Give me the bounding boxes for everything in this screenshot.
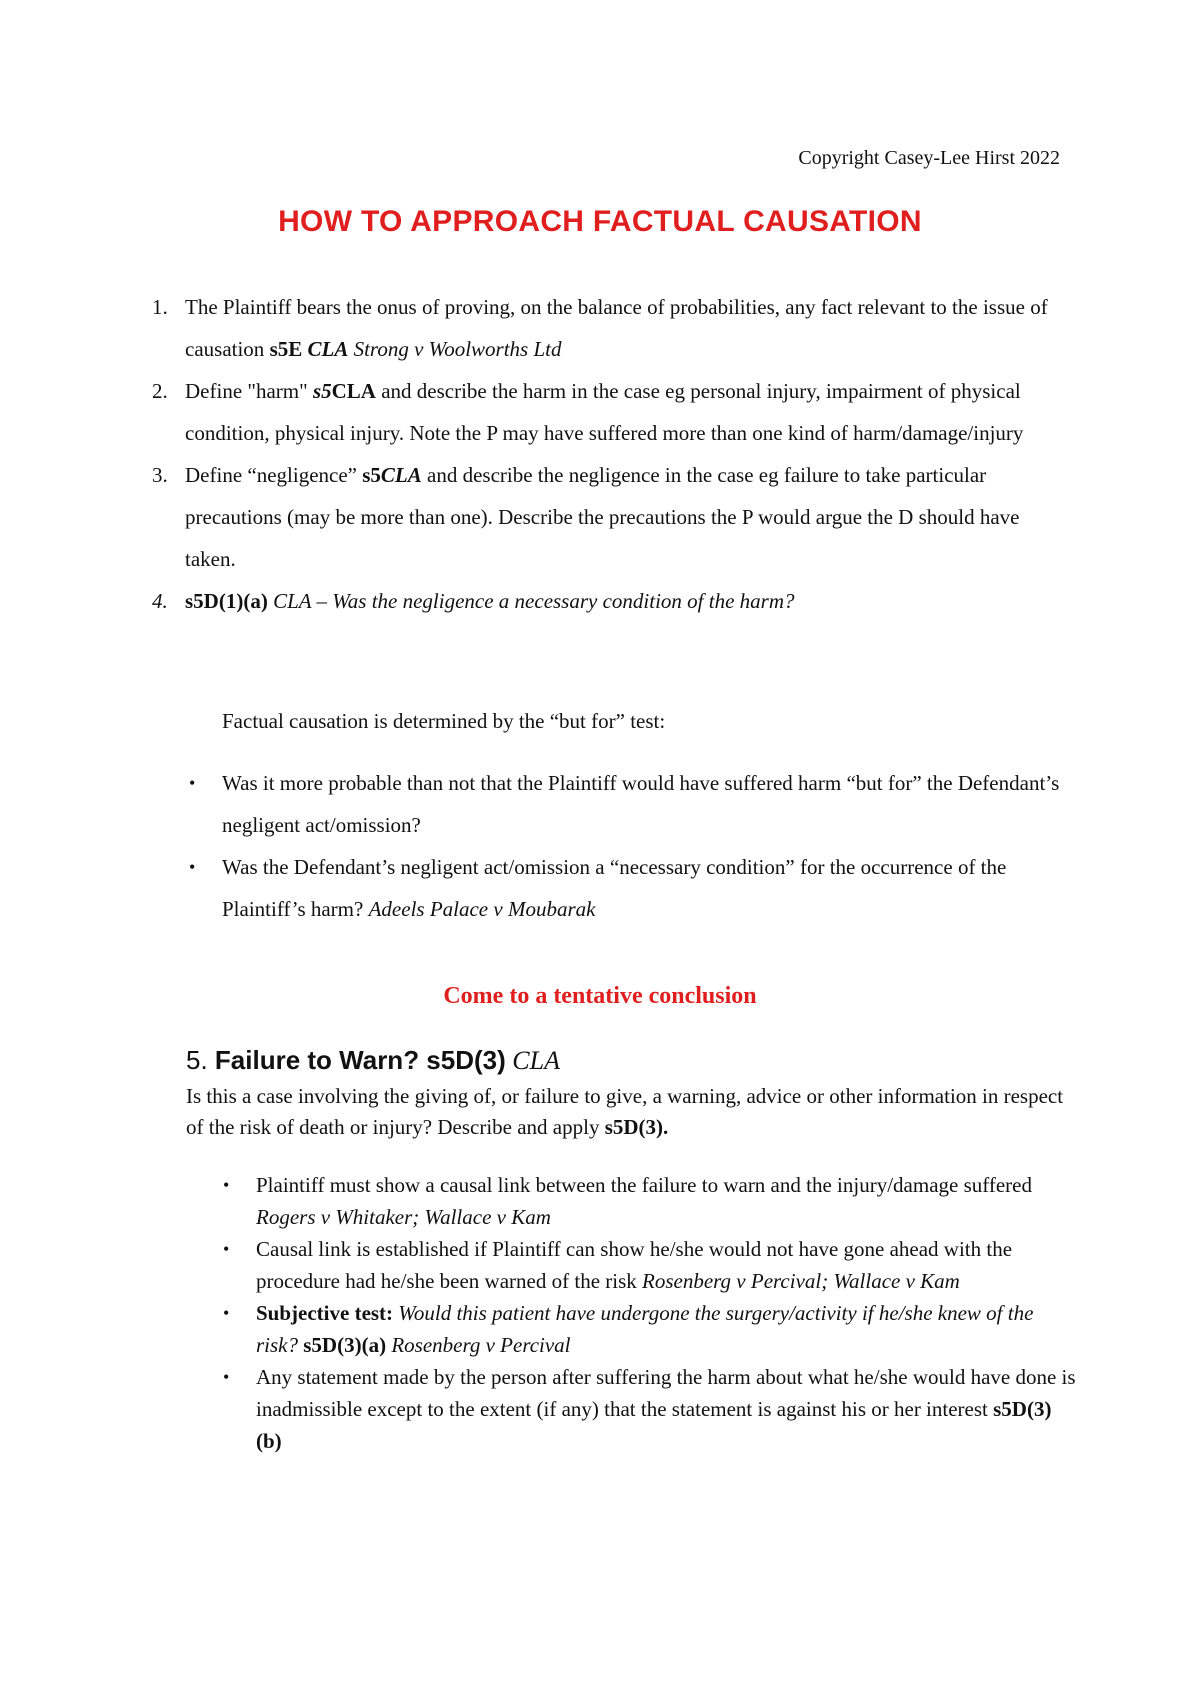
- statute-ref: s5D(3): [604, 1115, 664, 1139]
- list-marker: 2.: [152, 379, 168, 403]
- but-for-bullets: [189, 762, 1062, 930]
- bullet-item: [223, 1169, 1076, 1233]
- statute-ref: s5D(3)(a): [303, 1333, 387, 1357]
- item-text: Define “negligence”: [185, 463, 363, 487]
- bullet-text: Was the Defendant’s negligent act/omission a “necessary condition” for the occurrence of the Plaintiff’s harm?: [222, 855, 1007, 921]
- failure-to-warn-bullets: [223, 1169, 1076, 1457]
- act-ref: CLA: [380, 463, 422, 487]
- list-item-3: [152, 454, 1065, 580]
- case-name: Rosenberg v Percival: [386, 1333, 571, 1357]
- statute-ref: s5: [312, 379, 332, 403]
- but-for-intro: Factual causation is determined by the “but for” test:: [222, 709, 666, 733]
- item-text-continued: and describe the negligence in the case eg failure to take particular precautions (may be more than one). Describe the precautions the P would argue the D should have taken.: [185, 463, 1020, 571]
- section-title: Failure to Warn? s5D(3): [214, 1045, 506, 1075]
- statute-ref: s5D(1)(a): [185, 589, 268, 613]
- bullet-icon: •: [189, 857, 196, 877]
- case-name: Strong v Woolworths Ltd: [348, 337, 562, 361]
- item-text: Define "harm": [185, 379, 313, 403]
- bullet-item: [223, 1361, 1076, 1457]
- intro-end: .: [663, 1115, 669, 1139]
- bullet-item: [189, 762, 1062, 846]
- list-item-1: [152, 286, 1065, 370]
- list-marker: 3.: [152, 463, 168, 487]
- page-title: HOW TO APPROACH FACTUAL CAUSATION: [278, 205, 922, 238]
- bullet-text: Causal link is established if Plaintiff can show he/she would not have gone ahead with the procedure had he/she been warned of the risk: [256, 1237, 1013, 1293]
- bullet-question: Would this patient have undergone the surgery/activity if he/she knew of the risk?: [256, 1301, 1034, 1357]
- bullet-item: [223, 1297, 1076, 1361]
- bullet-icon: •: [223, 1175, 230, 1195]
- act-ref: CLA: [505, 1046, 560, 1075]
- act-ref: CLA: [331, 379, 376, 403]
- act-ref: CLA: [267, 589, 312, 613]
- list-marker: 4.: [152, 589, 168, 613]
- case-name: Adeels Palace v Moubarak: [368, 897, 596, 921]
- tentative-conclusion-heading: Come to a tentative conclusion: [443, 983, 757, 1009]
- case-name: Rosenberg v Percival; Wallace v Kam: [642, 1269, 960, 1293]
- bullet-icon: •: [189, 773, 196, 793]
- case-name: Rogers v Whitaker; Wallace v Kam: [256, 1205, 551, 1229]
- bullet-icon: •: [223, 1239, 230, 1259]
- item-text: The Plaintiff bears the onus of proving, on the balance of probabilities, any fact relevant to the issue of causation: [185, 295, 1048, 361]
- bullet-text: Plaintiff must show a causal link between the failure to warn and the injury/damage suffered: [256, 1173, 1032, 1197]
- bullet-lead: Subjective test:: [256, 1301, 394, 1325]
- section-5-heading: [186, 1043, 560, 1078]
- bullet-icon: •: [223, 1367, 230, 1387]
- statute-ref: s5E: [269, 337, 303, 361]
- bullet-item: [189, 846, 1062, 930]
- question-text: – Was the negligence a necessary condition of the harm?: [311, 589, 795, 613]
- list-marker: 1.: [152, 295, 168, 319]
- statute-ref: s5: [362, 463, 381, 487]
- bullet-item: [223, 1233, 1076, 1297]
- list-item-2: [152, 370, 1065, 454]
- statute-ref: s5D(3)(b): [256, 1397, 1052, 1453]
- item-text-continued: and describe the harm in the case eg personal injury, impairment of physical condition, physical injury. Note the P may have suffered more than one kind of harm/damage/injury: [185, 379, 1024, 445]
- bullet-icon: •: [223, 1303, 230, 1323]
- act-ref: CLA: [302, 337, 349, 361]
- numbered-list: [152, 286, 1065, 622]
- list-item-4: [152, 580, 1065, 622]
- copyright-notice: Copyright Casey-Lee Hirst 2022: [798, 147, 1060, 169]
- bullet-text: Any statement made by the person after suffering the harm about what he/she would have done is inadmissible except to the extent (if any) that the statement is against his or her interest: [256, 1365, 1076, 1421]
- bullet-text: Was it more probable than not that the Plaintiff would have suffered harm “but for” the Defendant’s negligent act/omission?: [222, 771, 1060, 837]
- section-number: 5.: [186, 1045, 215, 1075]
- intro-text: Is this a case involving the giving of, or failure to give, a warning, advice or other information in respect of the risk of death or injury? Describe and apply: [186, 1084, 1064, 1139]
- section-5-intro: [186, 1081, 1066, 1143]
